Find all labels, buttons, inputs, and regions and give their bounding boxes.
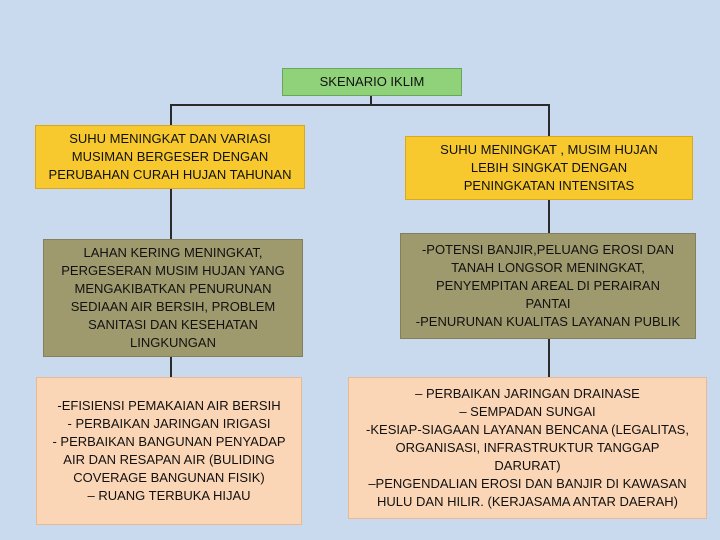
right-consequence-box bbox=[400, 233, 696, 339]
right-impact-box bbox=[405, 136, 693, 200]
left-adaptation-text: -EFISIENSI PEMAKAIAN AIR BERSIH - PERBAIKAN JARINGAN IRIGASI - PERBAIKAN BANGUNAN PENYADAP AIR DAN RESAPAN AIR (BULIDING COVERAGE BANGUNAN FISIK) – RUANG TERBUKA HIJAU bbox=[52, 398, 286, 503]
right-consequence-text: -POTENSI BANJIR,PELUANG EROSI DAN TANAH LONGSOR MENINGKAT, PENYEMPITAN AREAL DI PERAIRAN PANTAI -PENURUNAN KUALITAS LAYANAN PUBLIK bbox=[415, 242, 681, 329]
connector-left-drop bbox=[170, 104, 172, 125]
connector-left-bottom bbox=[170, 357, 172, 377]
connector-left-mid bbox=[170, 189, 172, 239]
title-box bbox=[282, 68, 462, 96]
left-consequence-text: LAHAN KERING MENINGKAT, PERGESERAN MUSIM HUJAN YANG MENGAKIBATKAN PENURUNAN SEDIAAN AIR BERSIH, PROBLEM SANITASI DAN KESEHATAN LINGKUNGAN bbox=[61, 245, 285, 350]
right-adaptation-box bbox=[348, 377, 707, 519]
left-consequence-box bbox=[43, 239, 303, 357]
connector-horizontal bbox=[170, 104, 550, 106]
title-text: SKENARIO IKLIM bbox=[319, 74, 425, 89]
right-adaptation-text: – PERBAIKAN JARINGAN DRAINASE – SEMPADAN SUNGAI -KESIAP-SIAGAAN LAYANAN BENCANA (LEGALITAS, ORGANISASI, INFRASTRUKTUR TANGGAP DARURAT) –PENGENDALIAN EROSI DAN BANJIR DI KAWASAN HULU DAN HILIR. (KERJASAMA ANTAR DAERAH) bbox=[366, 386, 689, 509]
connector-right-drop bbox=[548, 104, 550, 136]
right-impact-text: SUHU MENINGKAT , MUSIM HUJAN LEBIH SINGKAT DENGAN PENINGKATAN INTENSITAS bbox=[440, 142, 658, 193]
left-adaptation-box bbox=[36, 377, 302, 525]
connector-right-mid bbox=[548, 200, 550, 233]
left-impact-box bbox=[35, 125, 305, 189]
connector-right-bottom bbox=[548, 339, 550, 377]
left-impact-text: SUHU MENINGKAT DAN VARIASI MUSIMAN BERGESER DENGAN PERUBAHAN CURAH HUJAN TAHUNAN bbox=[48, 131, 292, 182]
